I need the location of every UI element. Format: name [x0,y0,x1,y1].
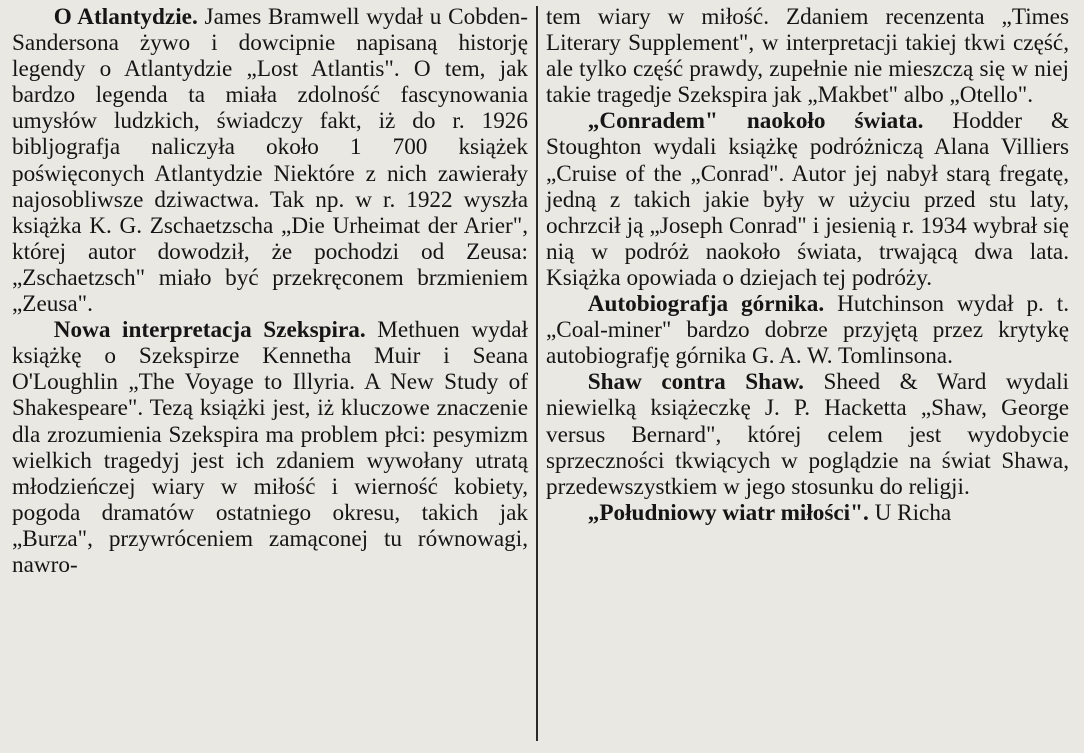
article-conrad [546,108,1069,291]
left-column [12,4,536,753]
article-shaw [546,369,1069,499]
article-shakespeare [12,317,528,578]
article-heading: „Południowy wiatr miłości". [587,499,869,526]
article-body: James Bramwell wydał u Cobden-Sandersona żywo i dowcipnie napisaną historję legendy o Atlantydzie „Lost Atlantis". O tem, jak bardzo legenda ta miała zdolność fascynowania umysłów ludzkich, świadczy fakt, iż do r. 1926 bibljografja naliczyła około 1 700 książek poświęconych Atlantydzie Niektóre z nich zawierały najosobliwsze dziwactwa. Tak np. w r. 1922 wyszła książka K. G. Zschaetzscha „Die Urheimat der Arier", której autor dowodził, że pochodzi od Zeusa: „Zschaetzsch" miało być przekręconem brzmieniem „Zeusa". [12,4,528,318]
article-heading: Autobiografja górnika. [587,291,825,318]
article-south-wind [546,500,1069,526]
article-heading: Shaw contra Shaw. [587,369,804,396]
article-body: Methuen wydał książkę o Szekspirze Kennetha Muir i Seana O'Loughlin „The Voyage to Illyria. A New Study of Shakespeare". Tezą książki jest, iż kluczowe znaczenie dla zrozumienia Szekspira ma problem płci: pesymizm wielkich tragedyj jest ich zdaniem wywołany utratą młodzieńczej wiary w miłość i wierność kobiety, pogoda dramatów ostatniego okresu, takich jak „Burza", przywróceniem zamąconej tu równowagi, nawro- [12,317,528,578]
article-heading: „Conradem" naokoło świata. [587,108,924,135]
article-body: Hutchinson wydał p. t. „Coal-miner" bardzo dobrze przyjętą przez krytykę autobiografję górnika G. A. W. Tomlinsona. [546,291,1069,370]
article-body: tem wiary w miłość. Zdaniem recenzenta „Times Literary Supplement", w interpretacji takiej tkwi część, ale tylko część prawdy, zupełnie nie mieszczą się w niej takie tragedje Szekspira jak „Makbet" albo „Otello". [546,4,1069,109]
article-body: Hodder & Stoughton wydali książkę podróżniczą Alana Villiers „Cruise of the „Conrad". Autor jej nabył starą fregatę, jedną z takich jakie były w użyciu przed stu laty, ochrzcił ją „Joseph Conrad" i jesienią r. 1934 wybrał się nią w podróż naokoło świata, trwającą dwa lata. Książka opowiada o dziejach tej podróży. [546,108,1069,291]
article-miner [546,291,1069,369]
article-shakespeare-continued [546,4,1069,108]
article-heading: Nowa interpretacja Szekspira. [53,317,366,344]
article-body: U Richa [868,499,952,526]
right-column [538,4,1069,753]
article-body: Sheed & Ward wydali niewielką książeczkę J. P. Hacketta „Shaw, George versus Bernard", której celem jest wydobycie sprzeczności tkwiących w poglądzie na świat Shawa, przedewszystkiem w jego stosunku do religji. [546,369,1069,500]
article-heading: O Atlantydzie. [53,4,198,30]
article-atlantis [12,4,528,317]
